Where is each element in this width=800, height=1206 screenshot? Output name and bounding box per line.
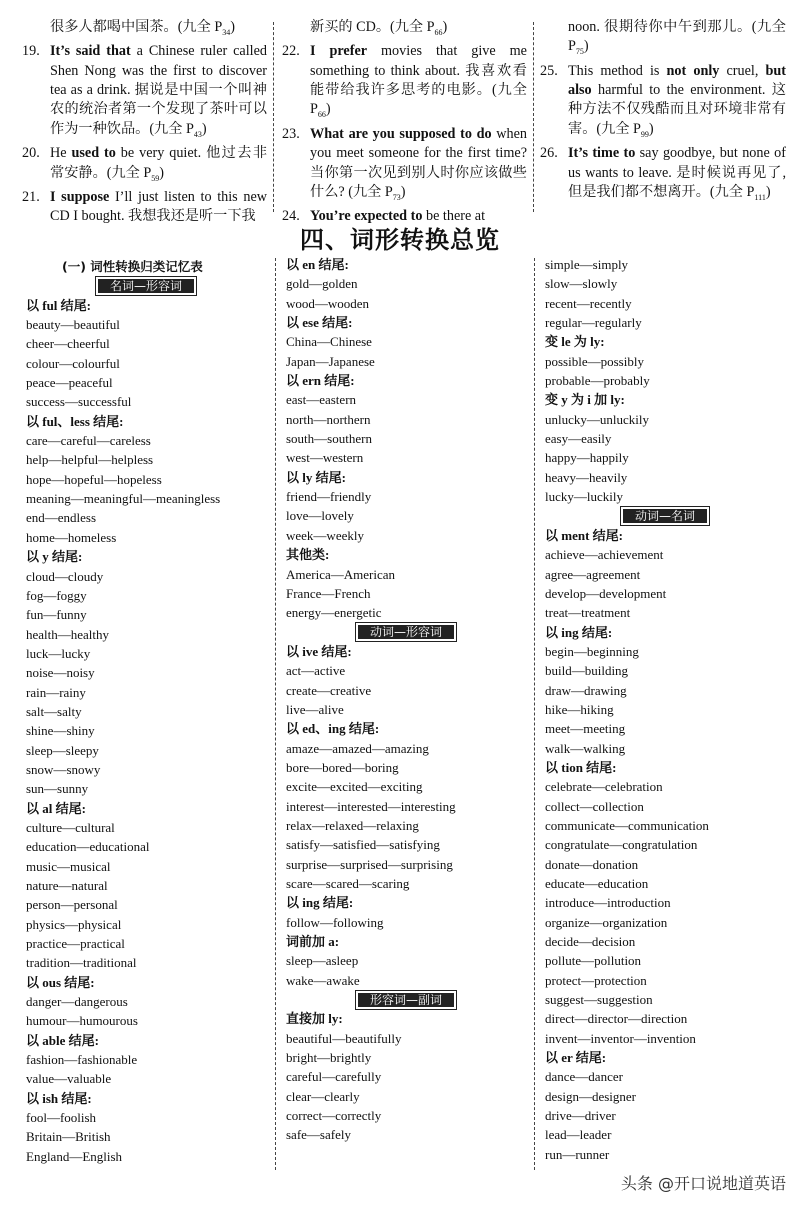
sentences-column-1 xyxy=(22,18,267,227)
sentence-number: 23. xyxy=(282,125,300,142)
page-ref-subscript: 59 xyxy=(151,173,160,183)
sentence-text: ) xyxy=(648,120,654,137)
word-pair: rain—rainy xyxy=(26,684,86,700)
subsection-title: (一) 词性转换归类记忆表 xyxy=(62,259,203,274)
word-pair: run—runner xyxy=(545,1146,610,1162)
word-pair: agree—agreement xyxy=(545,566,641,582)
word-pair: south—southern xyxy=(286,431,372,447)
word-pair: Japan—Japanese xyxy=(286,353,375,369)
key-phrase: used to xyxy=(71,145,116,162)
word-pair: surprise—surprised—surprising xyxy=(286,856,453,872)
sentence-item xyxy=(282,42,527,124)
word-pair: simple—simply xyxy=(545,257,629,272)
word-pair: danger—dangerous xyxy=(26,994,128,1010)
rule-heading: 变 y 为 i 加 ly: xyxy=(545,392,625,408)
word-pair: fog—foggy xyxy=(26,587,87,603)
word-pair: interest—interested—interesting xyxy=(286,798,456,814)
word-pair: draw—drawing xyxy=(545,682,627,698)
word-pair: sleep—asleep xyxy=(286,953,359,969)
sentence-text: ) xyxy=(325,101,331,118)
key-phrase: You’re expected to xyxy=(310,208,423,225)
word-pair: nature—natural xyxy=(26,878,108,893)
sentence-text: ) xyxy=(230,19,235,35)
word-pair: beauty—beautiful xyxy=(26,317,120,333)
page-ref-subscript: 43 xyxy=(193,129,202,139)
sentence-item xyxy=(22,144,267,188)
sentence-item xyxy=(540,144,786,207)
word-pair: tradition—traditional xyxy=(26,955,137,971)
watermark: 头条 @开口说地道英语 xyxy=(620,1174,786,1193)
word-pair: easy—easily xyxy=(545,431,612,447)
word-pair: shine—shiny xyxy=(26,723,95,739)
word-pair: friend—friendly xyxy=(286,489,372,505)
category-box xyxy=(26,276,266,295)
word-pair: luck—lucky xyxy=(26,645,91,661)
word-pair: value—valuable xyxy=(26,1071,112,1087)
rule-heading: 以 er 结尾: xyxy=(545,1050,607,1066)
word-pair: scare—scared—scaring xyxy=(286,876,410,891)
sentences-column-2 xyxy=(282,18,527,227)
rule-heading: 以 ly 结尾: xyxy=(286,469,346,485)
word-pair: gold—golden xyxy=(286,276,358,292)
word-pair: heavy—heavily xyxy=(545,469,628,485)
rule-heading: 以 al 结尾: xyxy=(26,800,86,816)
word-pair: dance—dancer xyxy=(545,1069,623,1085)
word-pair: design—designer xyxy=(545,1088,636,1104)
page-ref-subscript: 66 xyxy=(434,27,443,37)
word-pair: achieve—achievement xyxy=(545,547,664,563)
word-pair: direct—director—direction xyxy=(545,1011,688,1027)
word-pair: noise—noisy xyxy=(26,665,95,681)
sentence-text: ) xyxy=(159,164,165,181)
rule-heading: 以 ese 结尾: xyxy=(286,315,353,331)
word-pair: educate—education xyxy=(545,876,649,891)
word-pair: pollute—pollution xyxy=(545,953,642,969)
word-pair: protect—protection xyxy=(545,972,647,988)
sentence-number: 21. xyxy=(22,188,40,205)
word-pair: treat—treatment xyxy=(545,605,631,621)
rule-heading: 以 y 结尾: xyxy=(26,549,83,565)
sentences-column-3 xyxy=(540,18,786,207)
word-pair: create—creative xyxy=(286,682,372,698)
word-pair: beautiful—beautifully xyxy=(286,1030,402,1046)
word-pair: wood—wooden xyxy=(286,295,370,311)
word-pair: suggest—suggestion xyxy=(545,992,653,1008)
sentence-text: ) xyxy=(201,120,207,137)
word-pair: probable—probably xyxy=(545,373,650,389)
word-pair: recent—recently xyxy=(545,295,632,311)
word-pair: meet—meeting xyxy=(545,721,626,737)
section-title: 四、词形转换总览 xyxy=(300,226,500,254)
word-pair: collect—collection xyxy=(545,798,644,814)
rule-heading: 以 able 结尾: xyxy=(26,1032,99,1048)
key-phrase: It’s said that xyxy=(50,43,131,60)
rule-heading: 以 ful、less 结尾: xyxy=(26,413,124,429)
word-pair: lead—leader xyxy=(545,1127,612,1143)
word-pair: possible—possibly xyxy=(545,353,644,369)
word-pair: end—endless xyxy=(26,510,97,526)
word-pair: amaze—amazed—amazing xyxy=(286,740,429,756)
word-pair: clear—clearly xyxy=(286,1088,360,1104)
category-label: 形容词—副词 xyxy=(356,991,456,1009)
page-ref-subscript: 34 xyxy=(222,27,231,37)
sentence-text: be there at xyxy=(422,208,486,225)
word-pair: careful—carefully xyxy=(286,1069,382,1085)
sentence-number: 22. xyxy=(282,43,300,60)
word-pair: colour—colourful xyxy=(26,355,120,371)
sentence-text: ) xyxy=(400,183,406,200)
sentence-item xyxy=(282,125,527,207)
key-phrase: not only xyxy=(666,62,720,79)
sentence-text: He xyxy=(50,145,72,162)
rule-heading: 以 ment 结尾: xyxy=(545,527,623,543)
word-pair: unlucky—unluckily xyxy=(545,411,649,427)
sentence-number: 20. xyxy=(22,145,40,162)
rule-heading: 其他类: xyxy=(286,547,330,563)
word-pair: walk—walking xyxy=(545,740,626,756)
column-divider xyxy=(533,22,534,212)
sentence-text: cruel, xyxy=(719,62,766,79)
word-pair: lucky—luckily xyxy=(545,489,623,505)
sentence-item xyxy=(22,18,267,42)
sentence-text: This method is xyxy=(568,62,667,79)
sentence-text: 很多人都喝中国茶。(九全 P xyxy=(50,19,223,35)
category-label: 名词—形容词 xyxy=(96,277,196,295)
word-pair: celebrate—celebration xyxy=(545,779,663,795)
word-pair: safe—safely xyxy=(286,1127,351,1143)
rule-heading: 词前加 a: xyxy=(286,934,340,950)
key-phrase: I prefer xyxy=(310,43,368,60)
word-pair: organize—organization xyxy=(545,914,668,930)
key-phrase: What are you supposed to do xyxy=(310,125,492,142)
word-pair: peace—peaceful xyxy=(26,375,113,391)
word-pair: fool—foolish xyxy=(26,1110,97,1126)
word-pair: congratulate—congratulation xyxy=(545,837,698,853)
word-pair: love—lovely xyxy=(286,508,354,524)
word-pair: education—educational xyxy=(26,839,150,855)
category-box xyxy=(286,623,526,642)
word-pair: communicate—communication xyxy=(545,817,709,833)
word-pair: fashion—fashionable xyxy=(26,1052,138,1068)
sentence-number: 25. xyxy=(540,62,558,79)
sentence-number: 19. xyxy=(22,43,40,60)
word-pair: week—weekly xyxy=(286,527,364,543)
word-pair: France—French xyxy=(286,585,371,601)
word-pair: care—careful—careless xyxy=(26,433,151,449)
word-list-column-3 xyxy=(545,255,785,1164)
rule-heading: 以 ed、ing 结尾: xyxy=(286,721,380,737)
sentence-text: noon. 很期待你中午到那儿。(九全 P xyxy=(568,19,786,55)
word-pair: sun—sunny xyxy=(26,781,89,797)
word-pair: regular—regularly xyxy=(545,315,642,331)
example-sentences xyxy=(0,18,800,225)
word-pair: bright—brightly xyxy=(286,1050,372,1066)
sentence-text: movies that give me something to think about. 我喜欢看能带给我许多思考的电影。(九全 P xyxy=(310,43,527,118)
word-pair: meaning—meaningful—meaningless xyxy=(26,491,221,507)
sentence-number: 26. xyxy=(540,145,558,162)
word-pair: east—eastern xyxy=(286,392,357,408)
column-divider xyxy=(275,258,276,1170)
word-pair: salt—salty xyxy=(26,703,82,719)
word-pair: bore—bored—boring xyxy=(286,759,399,775)
sentence-item xyxy=(282,18,527,42)
sentence-text: ) xyxy=(765,183,771,200)
key-phrase: but also xyxy=(568,62,786,99)
page-ref-subscript: 73 xyxy=(392,192,401,202)
page-ref-subscript: 66 xyxy=(317,110,326,120)
word-pair: donate—donation xyxy=(545,856,639,872)
rule-heading: 以 ive 结尾: xyxy=(286,643,352,659)
word-pair: relax—relaxed—relaxing xyxy=(286,817,419,833)
word-pair: build—building xyxy=(545,663,629,679)
word-pair: happy—happily xyxy=(545,450,629,466)
word-pair: decide—decision xyxy=(545,934,636,950)
word-pair: health—healthy xyxy=(26,626,110,642)
word-pair: snow—snowy xyxy=(26,761,101,777)
sentence-text: be very quiet. 他过去非常安静。(九全 P xyxy=(50,145,268,181)
word-pair: develop—development xyxy=(545,585,667,601)
word-list-column-1 xyxy=(26,257,266,1166)
category-box xyxy=(286,990,526,1009)
word-pair: correct—correctly xyxy=(286,1108,382,1124)
word-pair: person—personal xyxy=(26,897,118,913)
sentence-text: 新买的 CD。(九全 P xyxy=(310,19,435,35)
page-ref-subscript: 75 xyxy=(575,47,584,57)
word-pair: England—English xyxy=(26,1148,123,1164)
word-pair: culture—cultural xyxy=(26,819,115,835)
sentence-number: 24. xyxy=(282,208,300,225)
word-pair: excite—excited—exciting xyxy=(286,779,423,795)
word-pair: north—northern xyxy=(286,411,371,427)
word-pair: Britain—British xyxy=(26,1129,111,1145)
word-pair: west—western xyxy=(286,450,364,466)
word-pair: hike—hiking xyxy=(545,701,614,717)
word-pair: invent—inventor—invention xyxy=(545,1030,696,1046)
word-pair: hope—hopeful—hopeless xyxy=(26,471,162,487)
word-pair: humour—humourous xyxy=(26,1013,138,1029)
rule-heading: 变 le 为 ly: xyxy=(545,334,605,350)
sentence-text: ) xyxy=(583,38,589,55)
word-pair: China—Chinese xyxy=(286,334,372,350)
rule-heading: 以 ous 结尾: xyxy=(26,974,95,990)
word-pair: follow—following xyxy=(286,914,384,930)
word-pair: energy—energetic xyxy=(286,605,382,621)
word-pair: physics—physical xyxy=(26,916,122,932)
word-pair: cloud—cloudy xyxy=(26,568,104,584)
word-pair: fun—funny xyxy=(26,607,87,623)
word-pair: music—musical xyxy=(26,858,111,874)
sentence-text: a Chinese ruler called Shen Nong was the first to discover tea as a drink. 据说是中国一个叫神农的统治者第一个发现了茶叶可以作为一种饮品。(九全 P xyxy=(50,43,267,137)
word-pair: help—helpful—helpless xyxy=(26,452,154,468)
word-pair: sleep—sleepy xyxy=(26,742,99,758)
rule-heading: 以 ish 结尾: xyxy=(26,1090,92,1106)
sentence-text: when you meet someone for the first time? 当你第一次见到别人时你应该做些什么? (九全 P xyxy=(310,125,528,200)
key-phrase: It’s time to xyxy=(568,145,636,162)
category-box xyxy=(545,506,785,525)
rule-heading: 以 tion 结尾: xyxy=(545,759,617,775)
word-pair: act—active xyxy=(286,663,346,679)
rule-heading: 以 ful 结尾: xyxy=(26,297,92,313)
key-phrase: I suppose xyxy=(50,188,110,205)
sentence-text: harmful to the environment. 这种方法不仅残酷而且对环境非常有害。(九全 P xyxy=(568,82,786,137)
sentence-text: say goodbye, but none of us wants to leave. 是时候说再见了,但是我们都不想离开。(九全 P xyxy=(568,145,786,200)
rule-heading: 以 ern 结尾: xyxy=(286,373,355,389)
word-pair: begin—beginning xyxy=(545,643,639,659)
page-ref-subscript: 111 xyxy=(754,192,766,202)
category-label: 动词—形容词 xyxy=(356,623,456,641)
sentence-item xyxy=(22,42,267,144)
sentence-item xyxy=(540,62,786,144)
word-pair: live—alive xyxy=(286,701,344,717)
word-pair: home—homeless xyxy=(26,529,117,545)
word-pair: introduce—introduction xyxy=(545,895,671,911)
word-list-column-2 xyxy=(286,255,526,1145)
rule-heading: 以 ing 结尾: xyxy=(286,895,354,911)
word-pair: satisfy—satisfied—satisfying xyxy=(286,837,440,853)
sentence-text: I’ll just listen to this new CD I bought. 我想我还是听一下我 xyxy=(50,188,267,225)
category-label: 动词—名词 xyxy=(621,507,709,525)
rule-heading: 直接加 ly: xyxy=(286,1011,343,1027)
word-pair: practice—practical xyxy=(26,936,125,952)
word-pair: drive—driver xyxy=(545,1108,616,1124)
word-pair: cheer—cheerful xyxy=(26,336,110,352)
rule-heading: 以 ing 结尾: xyxy=(545,624,613,640)
page-ref-subscript: 99 xyxy=(640,129,649,139)
sentence-text: ) xyxy=(442,19,448,35)
rule-heading: 以 en 结尾: xyxy=(286,257,349,272)
word-pair: slow—slowly xyxy=(545,276,618,292)
sentence-item xyxy=(540,18,786,62)
word-pair: wake—awake xyxy=(286,972,360,988)
column-divider xyxy=(273,22,274,212)
word-pair: success—successful xyxy=(26,394,132,410)
word-pair: America—American xyxy=(286,566,396,582)
column-divider xyxy=(534,258,535,1170)
